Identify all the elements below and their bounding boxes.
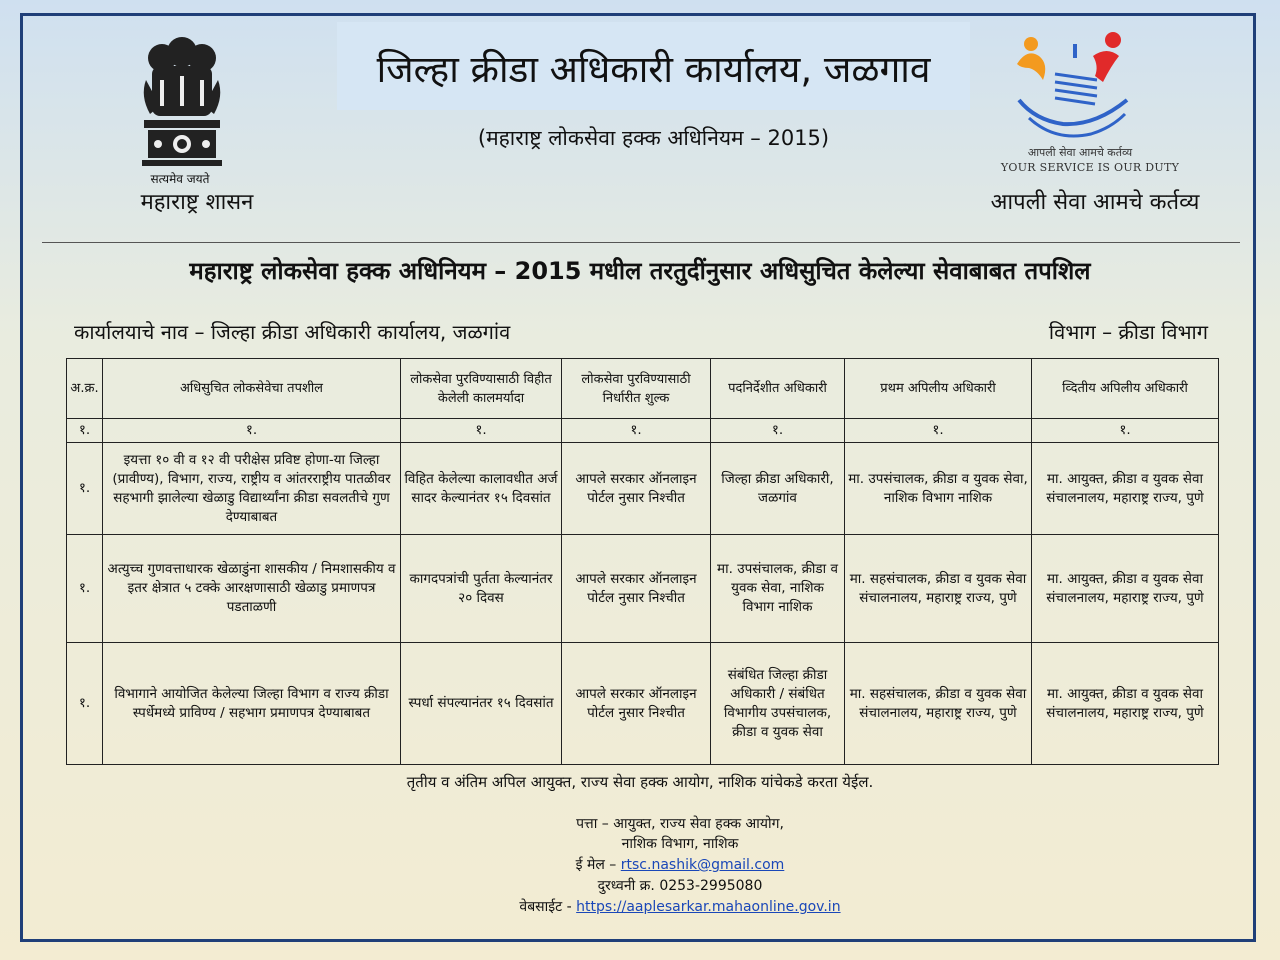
website-label: वेबसाईट - xyxy=(519,899,577,915)
column-header: प्रथम अपिलीय अधिकारी xyxy=(845,359,1032,419)
table-cell: १. xyxy=(67,419,103,443)
logo-caption-english: YOUR SERVICE IS OUR DUTY xyxy=(1000,161,1180,174)
table-header-row xyxy=(67,359,1219,419)
duty-tagline: आपली सेवा आमचे कर्तव्य xyxy=(990,190,1200,215)
national-emblem-icon xyxy=(140,36,224,176)
table-cell: १. xyxy=(103,419,401,443)
email-label: ई मेल – xyxy=(575,857,621,873)
table-cell: १. xyxy=(67,443,103,535)
column-header: अ.क्र. xyxy=(67,359,103,419)
header-divider xyxy=(42,242,1240,243)
appeal-note: तृतीय व अंतिम अपिल आयुक्त, राज्य सेवा हक्क आयोग, नाशिक यांचेकडे करता येईल. xyxy=(406,773,874,791)
table-cell: १. xyxy=(67,643,103,765)
aaple-sarkar-logo-icon xyxy=(1015,30,1135,145)
table-cell: मा. आयुक्त, क्रीडा व युवक सेवा संचालनालय, महाराष्ट्र राज्य, पुणे xyxy=(1032,535,1219,643)
table-cell: जिल्हा क्रीडा अधिकारी, जळगांव xyxy=(711,443,845,535)
services-table xyxy=(66,358,1219,765)
column-header: पदनिर्देशीत अधिकारी xyxy=(711,359,845,419)
table-cell: आपले सरकार ऑनलाइन पोर्टल नुसार निश्चीत xyxy=(562,535,711,643)
table-cell: मा. उपसंचालक, क्रीडा व युवक सेवा, नाशिक विभाग नाशिक xyxy=(711,535,845,643)
page-heading: महाराष्ट्र लोकसेवा हक्क अधिनियम – 2015 मधील तरतुदींनुसार अधिसुचित केलेल्या सेवाबाबत तपशिल xyxy=(189,257,1091,285)
table-cell: विहित केलेल्या कालावधीत अर्ज सादर केल्यानंतर १५ दिवसांत xyxy=(401,443,562,535)
email-link[interactable]: rtsc.nashik@gmail.com xyxy=(620,857,785,873)
column-header: लोकसेवा पुरविण्यासाठी निर्धारीत शुल्क xyxy=(562,359,711,419)
office-title-banner xyxy=(337,22,970,110)
table-cell: मा. आयुक्त, क्रीडा व युवक सेवा संचालनालय, महाराष्ट्र राज्य, पुणे xyxy=(1032,443,1219,535)
table-cell: इयत्ता १० वी व १२ वी परीक्षेस प्रविष्ट होणा-या जिल्हा (प्रावीण्य), विभाग, राज्य, राष्ट्रीय व आंतरराष्ट्रीय पातळीवर सहभागी झालेल्या खेळाडु विद्यार्थ्यांना क्रीडा सवलतीचे गुण देण्याबाबत xyxy=(103,443,401,535)
column-header: अधिसुचित लोकसेवेचा तपशील xyxy=(103,359,401,419)
table-row xyxy=(67,535,1219,643)
table-row xyxy=(67,443,1219,535)
act-subtitle: (महाराष्ट्र लोकसेवा हक्क अधिनियम – 2015) xyxy=(477,126,830,150)
table-cell: १. xyxy=(711,419,845,443)
table-cell: मा. उपसंचालक, क्रीडा व युवक सेवा, नाशिक विभाग नाशिक xyxy=(845,443,1032,535)
address-line: नाशिक विभाग, नाशिक xyxy=(621,836,739,852)
column-header: व्दितीय अपिलीय अधिकारी xyxy=(1032,359,1219,419)
table-cell: आपले सरकार ऑनलाइन पोर्टल नुसार निश्चीत xyxy=(562,443,711,535)
logo-caption-marathi: आपली सेवा आमचे कर्तव्य xyxy=(1027,146,1133,159)
table-cell: संबंधित जिल्हा क्रीडा अधिकारी / संबंधित विभागीय उपसंचालक, क्रीडा व युवक सेवा xyxy=(711,643,845,765)
state-name: महाराष्ट्र शासन xyxy=(140,190,254,215)
table-cell: १. xyxy=(845,419,1032,443)
website-line xyxy=(460,897,900,916)
table-cell: स्पर्धा संपल्यानंतर १५ दिवसांत xyxy=(401,643,562,765)
emblem-motto: सत्यमेव जयते xyxy=(150,172,210,186)
address-line: पत्ता – आयुक्त, राज्य सेवा हक्क आयोग, xyxy=(576,816,784,832)
table-cell: १. xyxy=(401,419,562,443)
table-cell: आपले सरकार ऑनलाइन पोर्टल नुसार निश्चीत xyxy=(562,643,711,765)
table-cell: १. xyxy=(562,419,711,443)
office-name: कार्यालयाचे नाव – जिल्हा क्रीडा अधिकारी कार्यालय, जळगांव xyxy=(74,320,511,344)
department-name: विभाग – क्रीडा विभाग xyxy=(1048,320,1208,344)
table-cell: १. xyxy=(67,535,103,643)
email-line xyxy=(460,855,900,874)
table-cell: १. xyxy=(1032,419,1219,443)
table-cell: अत्युच्च गुणवत्ताधारक खेळाडुंना शासकीय / निमशासकीय व इतर क्षेत्रात ५ टक्के आरक्षणासाठी खेळाडु प्रमाणपत्र पडताळणी xyxy=(103,535,401,643)
table-cell: कागदपत्रांची पुर्तता केल्यानंतर २० दिवस xyxy=(401,535,562,643)
phone-line: दुरध्वनी क्र. 0253-2995080 xyxy=(597,878,763,894)
table-cell: मा. सहसंचालक, क्रीडा व युवक सेवा संचालनालय, महाराष्ट्र राज्य, पुणे xyxy=(845,643,1032,765)
table-cell: मा. आयुक्त, क्रीडा व युवक सेवा संचालनालय, महाराष्ट्र राज्य, पुणे xyxy=(1032,643,1219,765)
website-link[interactable]: https://aaplesarkar.mahaonline.gov.in xyxy=(576,899,841,915)
column-header: लोकसेवा पुरविण्यासाठी विहीत केलेली कालमर्यादा xyxy=(401,359,562,419)
table-row xyxy=(67,643,1219,765)
table-cell: मा. सहसंचालक, क्रीडा व युवक सेवा संचालनालय, महाराष्ट्र राज्य, पुणे xyxy=(845,535,1032,643)
table-number-row xyxy=(67,419,1219,443)
table-cell: विभागाने आयोजित केलेल्या जिल्हा विभाग व राज्य क्रीडा स्पर्धेमध्ये प्राविण्य / सहभाग प्रमाणपत्र देण्याबाबत xyxy=(103,643,401,765)
office-title: जिल्हा क्रीडा अधिकारी कार्यालय, जळगाव xyxy=(376,48,931,91)
